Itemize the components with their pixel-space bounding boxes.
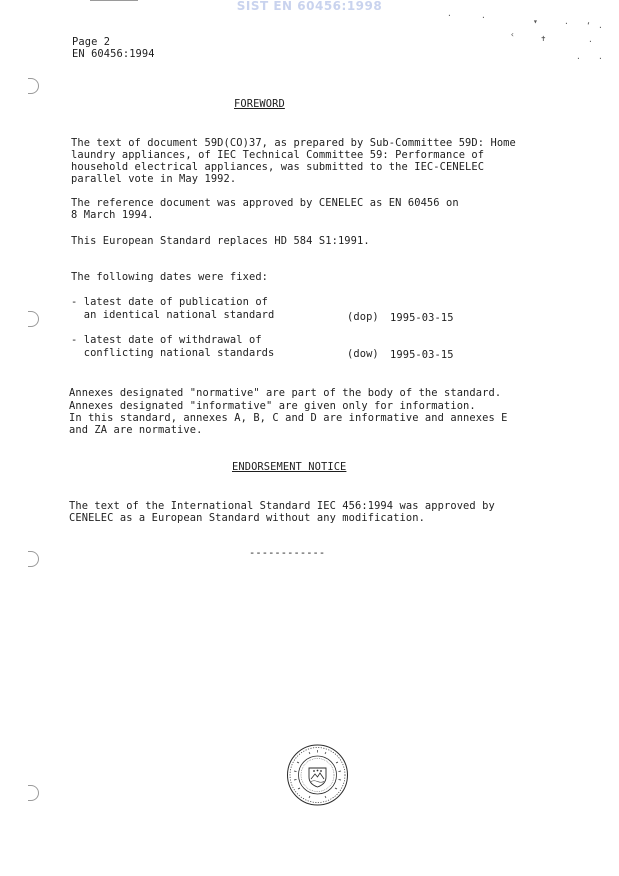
scan-mark-line: [90, 0, 138, 1]
endorsement-heading: ENDORSEMENT NOTICE: [232, 461, 347, 473]
official-seal-stamp: [285, 744, 350, 806]
foreword-paragraph-line: household electrical appliances, was submitted to the IEC-CENELEC: [71, 161, 485, 173]
date-item-abbr: (dow): [347, 348, 379, 360]
scan-speck: ·: [564, 19, 569, 28]
punch-hole-mark: [28, 78, 39, 94]
endorsement-paragraph-line: CENELEC as a European Standard without any modification.: [69, 512, 425, 524]
date-item-label: an identical national standard: [71, 309, 275, 321]
scan-speck: ✝: [541, 34, 546, 43]
watermark: SIST EN 60456:1998: [236, 0, 383, 13]
endorsement-paragraph-line: The text of the International Standard IEC 456:1994 was approved by: [69, 500, 495, 512]
date-item-label: - latest date of withdrawal of: [71, 334, 262, 346]
date-item-label: conflicting national standards: [71, 347, 275, 359]
date-item-label: - latest date of publication of: [71, 296, 269, 308]
punch-hole-mark: [28, 551, 39, 567]
date-item-value: 1995-03-15: [390, 312, 454, 324]
foreword-heading: FOREWORD: [234, 98, 285, 110]
approval-paragraph-line: The reference document was approved by CENELEC as EN 60456 on: [71, 197, 459, 209]
replaces-paragraph: This European Standard replaces HD 584 S1:1991.: [71, 235, 370, 247]
scan-speck: ‹: [510, 30, 515, 39]
date-item-value: 1995-03-15: [390, 349, 454, 361]
punch-hole-mark: [28, 311, 39, 327]
dates-intro: The following dates were fixed:: [71, 271, 269, 283]
foreword-paragraph-line: laundry appliances, of IEC Technical Committee 59: Performance of: [71, 149, 485, 161]
punch-hole-mark: [28, 785, 39, 801]
foreword-paragraph-line: parallel vote in May 1992.: [71, 173, 237, 185]
scan-speck: ▾: [533, 17, 538, 26]
scan-speck: ·: [481, 13, 486, 22]
end-separator: ------------: [249, 547, 326, 559]
scan-speck: ·: [598, 23, 603, 32]
scan-speck: ‘: [586, 21, 591, 30]
annexes-paragraph-line: and ZA are normative.: [69, 424, 203, 436]
date-item-abbr: (dop): [347, 311, 379, 323]
scan-speck: ·: [576, 54, 581, 63]
foreword-paragraph-line: The text of document 59D(CO)37, as prepared by Sub-Committee 59D: Home: [71, 137, 516, 149]
scan-speck: ·: [588, 37, 593, 46]
page-number: Page 2: [72, 36, 111, 48]
annexes-paragraph-line: Annexes designated "normative" are part of the body of the standard.: [69, 387, 502, 399]
annexes-paragraph-line: Annexes designated "informative" are given only for information.: [69, 400, 476, 412]
approval-paragraph-line: 8 March 1994.: [71, 209, 154, 221]
document-id: EN 60456:1994: [72, 48, 155, 60]
scan-speck: ·: [447, 11, 452, 20]
annexes-paragraph-line: In this standard, annexes A, B, C and D are informative and annexes E: [69, 412, 508, 424]
scan-speck: ·: [598, 54, 603, 63]
